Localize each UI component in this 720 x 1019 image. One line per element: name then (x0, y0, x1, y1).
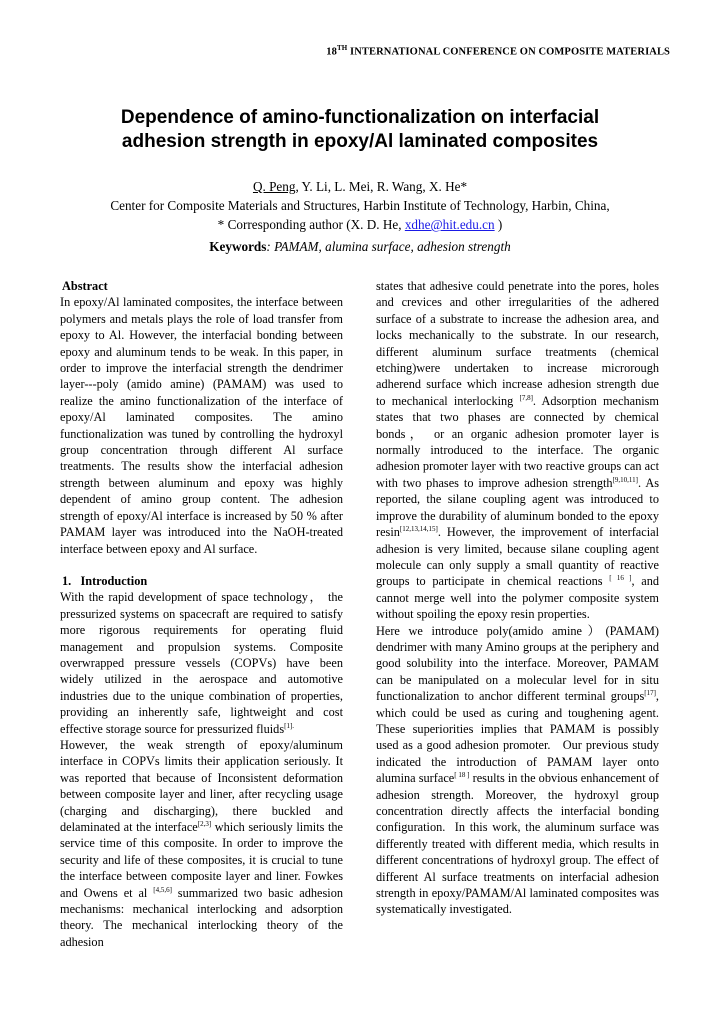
header-superscript: TH (337, 44, 348, 52)
title-line-2: adhesion strength in epoxy/Al laminated composites (121, 131, 599, 152)
citation: [7,8] (519, 393, 533, 402)
first-author: Q. Peng (252, 179, 296, 194)
keywords-text: PAMAM, alumina surface, adhesion strength (270, 239, 511, 254)
email-link[interactable]: xdhe@hit.edu.cn (404, 217, 495, 232)
intro-paragraph-1: With the rapid development of space technology， the pressurized systems on spacecraft are required to satisfy more rigorous requirements for operating fluid management and propulsion systems. Composite overwrapped pressure vessels (COPVs) have been widely utilized in the aerospace and automotive industries due to the unique combination of properties, providing an inherently safe, lightweight and cost effective storage source for pressurized fluids$^{[1].}$ (60, 590, 343, 736)
intro-paragraph-3: Here we introduce poly(amido amine）(PAMAM) dendrimer with many Amino groups at the periphery and good solubility into the interface. Moreover, PAMAM can be manipulated on a molecular level for in situ functionalization to anchor different terminal groups[17], which could be used as curing and toughening agent. These superiorities implies that PAMAM is possibly used as a good adhesion promoter. Our previous study indicated the introduction of PAMAM layer onto alumina surface[ 18 ] results in the obvious enhancement of adhesion strength. Moreover, the hydroxyl group concentration directly affects the interfacial bonding configuration. In this work, the aluminum surface was differently treated with different media, which results in different concentrations of hydroxyl group. The effect of different Al surface treatments on interfacial adhesion strength in epoxy/PAMAM/Al laminated composites was systematically investigated. (376, 623, 659, 917)
citation: [4,5,6] (153, 885, 172, 894)
citation: [9,10,11] (612, 475, 638, 484)
intro-paragraph-2-continued: summarized two basic adhesion mechanisms: mechanical interlocking and adsorption theory. The mechanical interlocking theory of the adhesion (60, 885, 343, 949)
citation: [ 18 ] (454, 771, 470, 780)
other-authors: , Y. Li, L. Mei, R. Wang, X. He* (295, 179, 468, 194)
intro-paragraph-2-end: states that adhesive could penetrate into the pores, holes and crevices and other irregularities of the adhered surface of a substrate to increase the adhesion area, and locks mechanically to the substrate. In our research, different aluminum surface treatments (chemical etching)were undertaken to increase microrough adherend surface which increase adhesion strength due to mechanical interlocking [7,8]. Adsorption mechanism states that two phases are connected by chemical bonds， or an organic adhesion promoter layer is normally introduced to the interface. The organic adhesion promoter layer with two reactive groups can act with two phases to improve adhesion strength[9,10,11]. As reported, the silane coupling agent was introduced to improve the durability of aluminum bonded to the epoxy resin[12,13,14,15]. However, the improvement of interfacial adhesion is very limited, because silane coupling agent molecule can only supply a small quantity of reactive groups to participate in chemical reactions [ 16 ], and cannot merge well into the polymer composite system without spoiling the epoxy resin properties. (376, 279, 659, 622)
header-text: INTERNATIONAL CONFERENCE ON COMPOSITE MATERIALS (347, 46, 670, 58)
intro-paragraph-2-start: However, the weak strength of epoxy/aluminum interface in COPVs limits their application seriously. It was reported that because of Inconsistent deformation between composite layer and liner, after recycling usage (charging and discharging), there buckled and delaminated at the interface[2,3] which seriously limits the service time of this composite. In order to improve the security and life of these composites, it is crucial to tune the interface between composite layer and liner. Fowkes and Owens et al [4,5,6] summarized two basic adhesion mechanisms: mechanical interlocking and adsorption theory. The mechanical interlocking theory of the adhesion (60, 737, 343, 949)
corresponding-suffix: ) (494, 217, 503, 232)
right-column (376, 278, 659, 918)
citation: [ 16 ] (609, 574, 632, 583)
paper-title (60, 106, 660, 154)
citation: [1]. (284, 721, 295, 730)
left-column (60, 278, 343, 949)
abstract-heading: Abstract (62, 279, 108, 293)
author-list (40, 177, 680, 196)
citation: [17] (644, 689, 656, 698)
corresponding-prefix: * Corresponding author (X. D. He, (217, 217, 405, 232)
affiliation: Center for Composite Materials and Structures, Harbin Institute of Technology, Harbin, China, (110, 198, 610, 213)
keywords-line (40, 239, 680, 255)
header-prefix: 18 (326, 46, 337, 58)
conference-header (0, 44, 670, 58)
citation: [12,13,14,15] (399, 525, 438, 533)
corresponding-author (40, 215, 680, 234)
title-line-1: Dependence of amino-functionalization on interfacial (120, 107, 600, 128)
author-block (40, 177, 680, 234)
keywords-colon: : (266, 239, 271, 254)
introduction-heading: 1. Introduction (62, 573, 148, 588)
abstract-body: In epoxy/Al laminated composites, the interface between polymers and metals plays the role of load transfer from epoxy to Al. However, the interfacial bonding between epoxy and aluminum tends to be weak. In this paper, in order to improve the interfacial strength the dendrimer layer---poly (amido amine) (PAMAM) was used to realize the amino functionalization of the interface of epoxy/Al laminated composites. The amino functionalization was tuned by controlling the hydroxyl group concentration through different Al surface treatments. The results show the interfacial adhesion strength between aluminum and epoxy was highly dependent of amino group content. The adhesion strength of epoxy/Al interface is increased by 50 % after PAMAM layer was introduced into the NaOH-treated interface between epoxy and Al surface. (60, 295, 343, 556)
keywords-label: Keywords (209, 239, 267, 254)
citation: [2,3] (197, 819, 212, 828)
